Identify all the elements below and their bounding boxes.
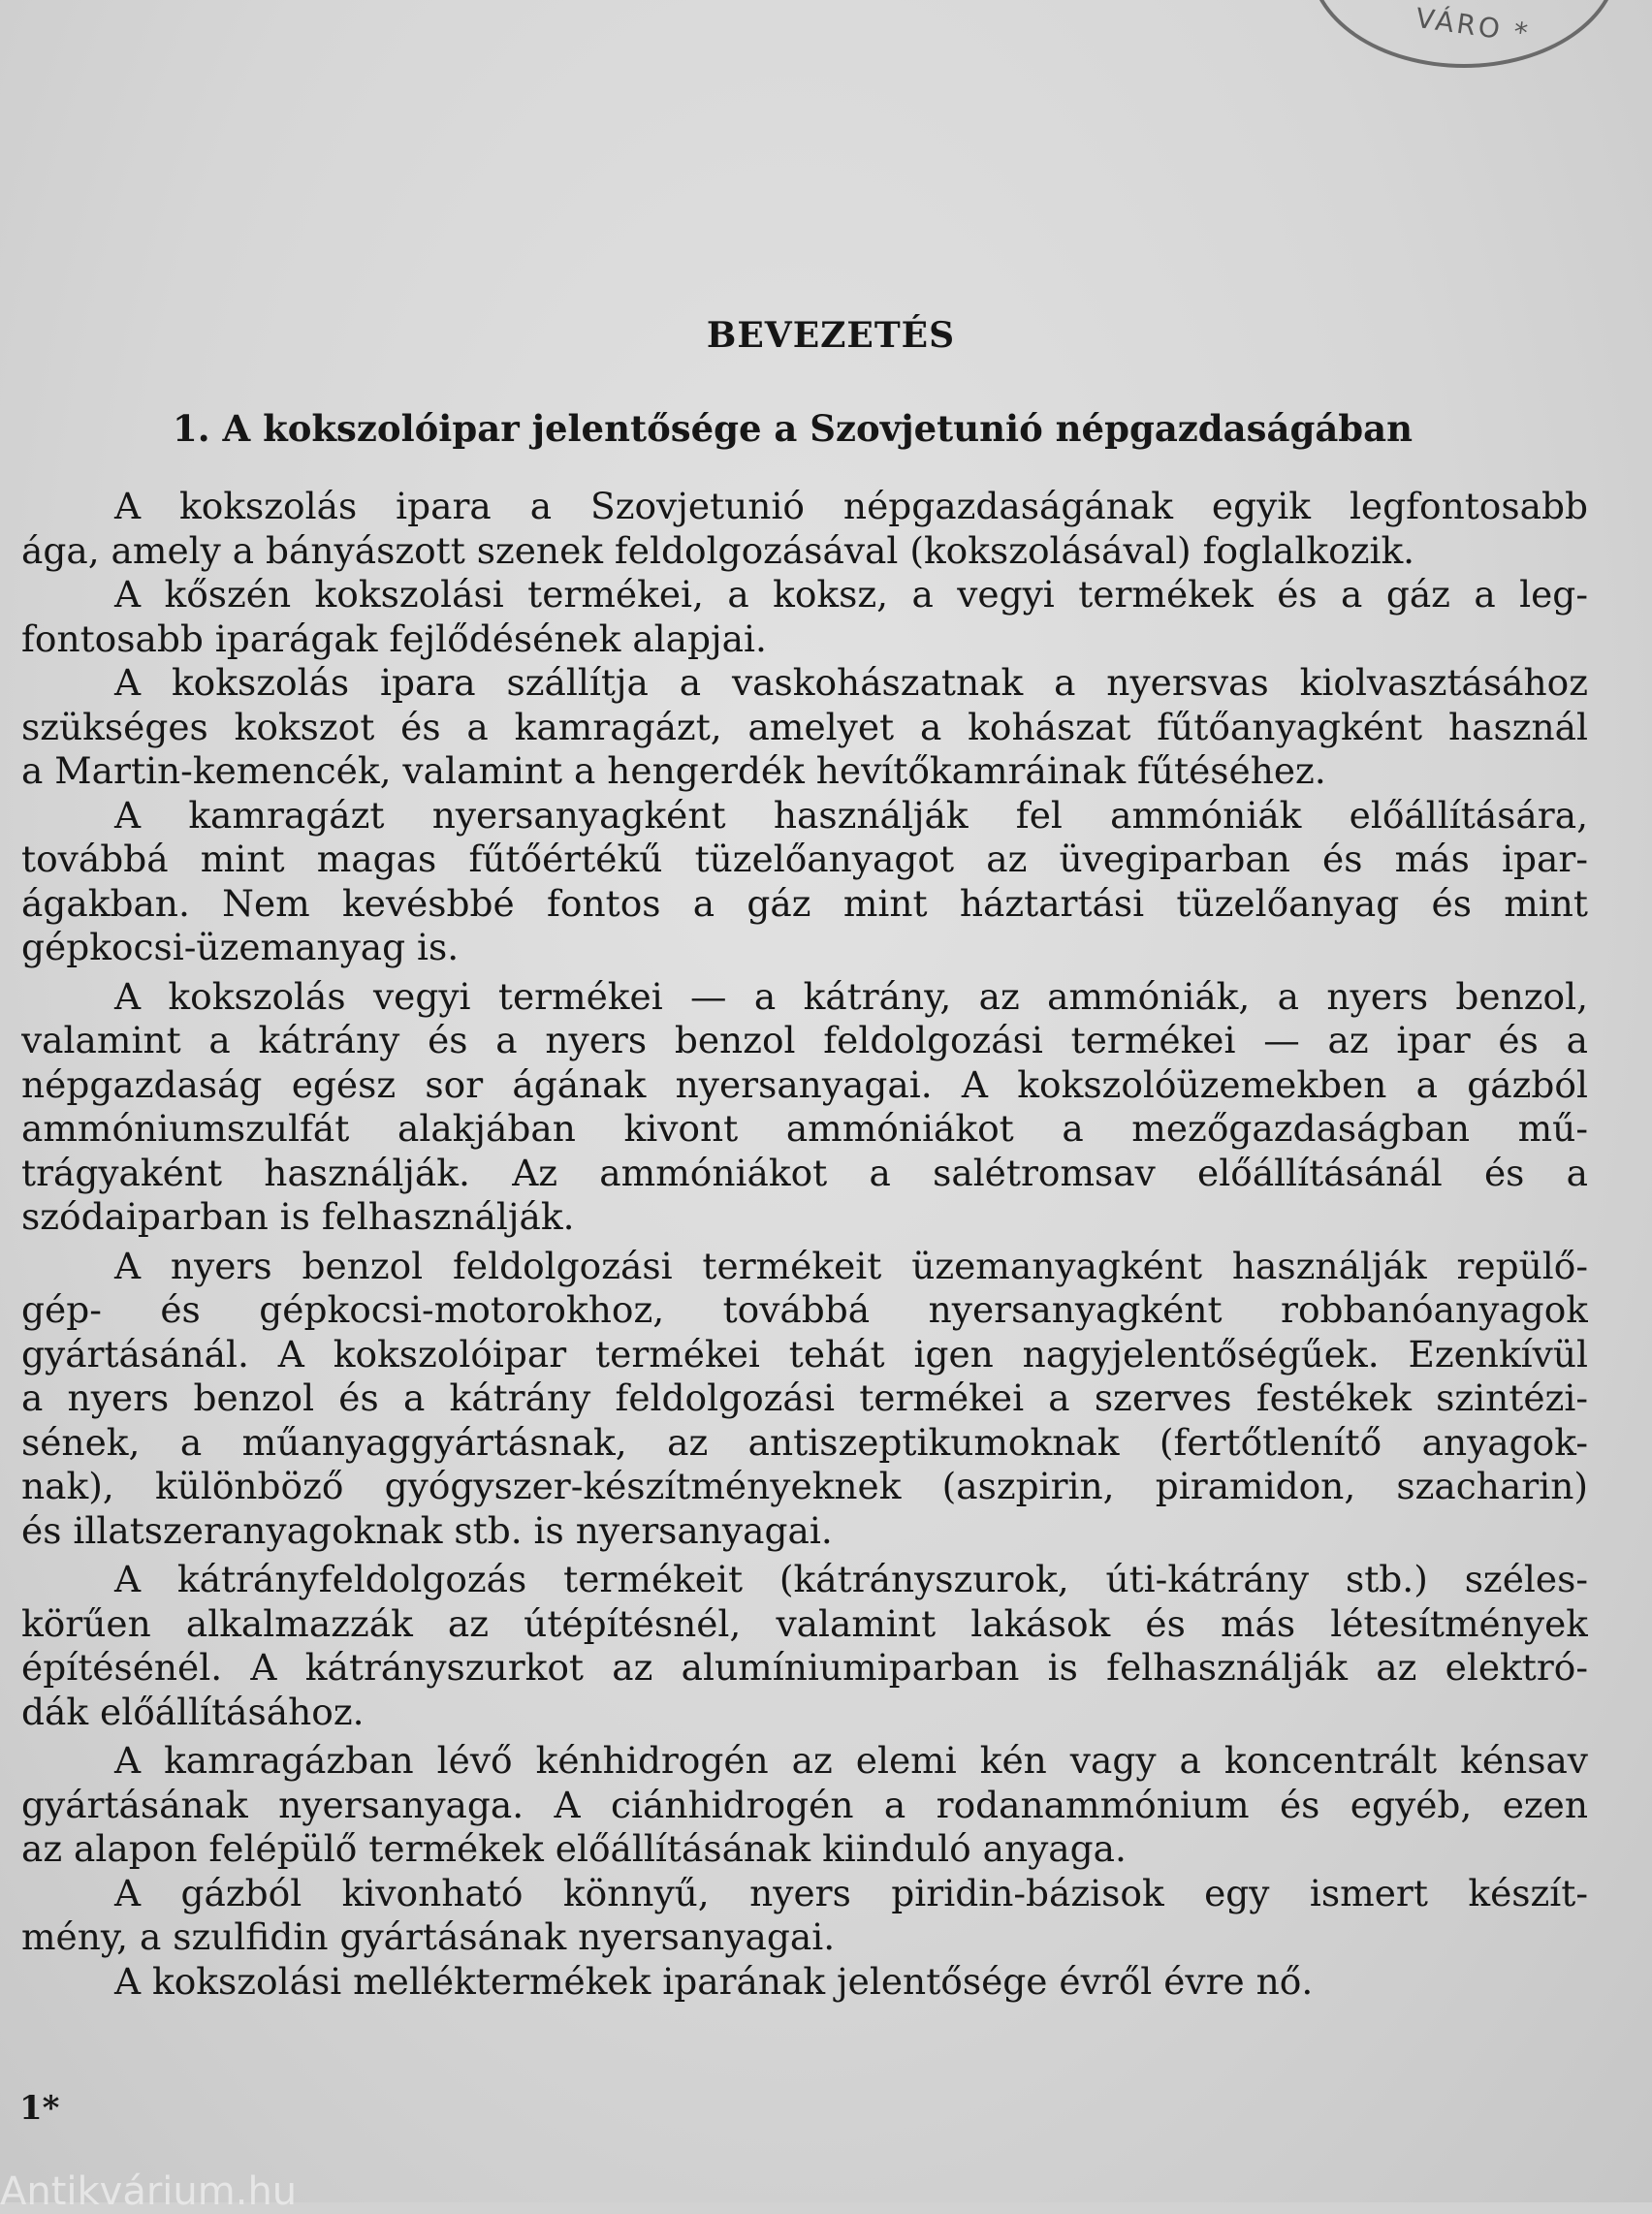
paragraph: [21, 1558, 1588, 1734]
text-line: fontosabb iparágak fejlődésének alapjai.: [21, 617, 767, 660]
watermark: Antikvárium.hu: [0, 2169, 298, 2214]
paragraph: [21, 1872, 1588, 1960]
text-line: trágyaként használják. Az ammóniákot a salétromsav előállításánál és a: [21, 1151, 1588, 1194]
text-line: építésénél. A kátrányszurkot az alumíniumiparban is felhasználják az elektró-: [21, 1646, 1588, 1689]
text-line: gépkocsi-üzemanyag is.: [21, 926, 460, 968]
body-text: [21, 485, 1588, 2004]
text-line: az alapon felépülő termékek előállításának kiinduló anyaga.: [21, 1827, 1127, 1870]
text-line: nak), különböző gyógyszer-készítményeknek (aszpirin, piramidon, szacharin): [21, 1465, 1588, 1507]
text-line: A nyers benzol feldolgozási termékeit üzemanyagként használják repülő-: [114, 1244, 1588, 1287]
printer-signature-mark: 1*: [19, 2089, 60, 2128]
text-line: A kokszolás vegyi termékei — a kátrány, az ammóniák, a nyers benzol,: [114, 974, 1588, 1018]
paragraph: [21, 573, 1588, 661]
text-line: gyártásánál. A kokszolóipar termékei tehát igen nagyjelentőségűek. Ezenkívül: [21, 1332, 1588, 1376]
text-line: továbbá mint magas fűtőértékű tüzelőanyagot az üvegiparban és más ipar-: [21, 838, 1588, 880]
paragraph: [21, 661, 1588, 794]
text-line: szódaiparban is felhasználják.: [21, 1195, 575, 1238]
section-title: 1. A kokszolóipar jelentősége a Szovjetunió népgazdaságában: [173, 407, 1414, 450]
text-line: ammóniumszulfát alakjában kivont ammóniákot a mezőgazdaságban mű-: [21, 1107, 1588, 1150]
text-line: dák előállításához.: [21, 1690, 365, 1733]
text-line: szükséges kokszot és a kamragázt, amelyet a kohászat fűtőanyagként használ: [21, 705, 1588, 748]
text-line: A kamragázban lévő kénhidrogén az elemi kén vagy a koncentrált kénsav: [114, 1739, 1588, 1782]
text-line: A kamragázt nyersanyagként használják fel ammóniák előállítására,: [114, 793, 1588, 837]
text-line: A kokszolás ipara a Szovjetunió népgazdaságának egyik legfontosabb: [114, 485, 1588, 527]
library-stamp-text: VÁRO *: [1414, 1, 1533, 50]
chapter-title: BEVEZETÉS: [706, 315, 956, 356]
text-line: és illatszeranyagoknak stb. is nyersanyagai.: [21, 1508, 833, 1552]
text-line: ága, amely a bányászott szenek feldolgozásával (kokszolásával) foglalkozik.: [21, 528, 1415, 572]
paragraph: [21, 1739, 1588, 1872]
paragraph: [21, 975, 1588, 1240]
text-line: valamint a kátrány és a nyers benzol feldolgozási termékei — az ipar és a: [21, 1019, 1588, 1061]
paragraph: [21, 485, 1588, 573]
text-line: népgazdaság egész sor ágának nyersanyagai. A kokszolóüzemekben a gázból: [21, 1062, 1588, 1106]
text-line: a nyers benzol és a kátrány feldolgozási termékei a szerves festékek szintézi-: [21, 1376, 1588, 1419]
text-line: mény, a szulfidin gyártásának nyersanyagai.: [21, 1915, 836, 1958]
paragraph: [21, 1245, 1588, 1554]
text-line: gép- és gépkocsi-motorokhoz, továbbá nyersanyagként robbanóanyagok: [21, 1288, 1588, 1331]
text-line: A kátrányfeldolgozás termékeit (kátrányszurok, úti-kátrány stb.) széles-: [114, 1558, 1588, 1600]
text-line: körűen alkalmazzák az útépítésnél, valamint lakások és más létesítmények: [21, 1601, 1588, 1645]
paragraph: [21, 794, 1588, 970]
paragraph: [21, 1960, 1588, 2005]
text-line: sének, a műanyaggyártásnak, az antiszeptikumoknak (fertőtlenítő anyagok-: [21, 1420, 1588, 1464]
text-line: ágakban. Nem kevésbbé fontos a gáz mint háztartási tüzelőanyag és mint: [21, 881, 1588, 925]
text-line: A kőszén kokszolási termékei, a koksz, a vegyi termékek és a gáz a leg-: [114, 573, 1588, 616]
text-line: A gázból kivonható könnyű, nyers piridin-bázisok egy ismert készít-: [114, 1871, 1588, 1914]
text-line: gyártásának nyersanyaga. A ciánhidrogén a rodanammónium és egyéb, ezen: [21, 1783, 1588, 1826]
text-line: A kokszolás ipara szállítja a vaskohászatnak a nyersvas kiolvasztásához: [114, 661, 1588, 704]
text-line: A kokszolási melléktermékek iparának jelentősége évről évre nő.: [114, 1959, 1314, 2003]
text-line: a Martin-kemencék, valamint a hengerdék hevítőkamráinak fűtéséhez.: [21, 749, 1326, 792]
